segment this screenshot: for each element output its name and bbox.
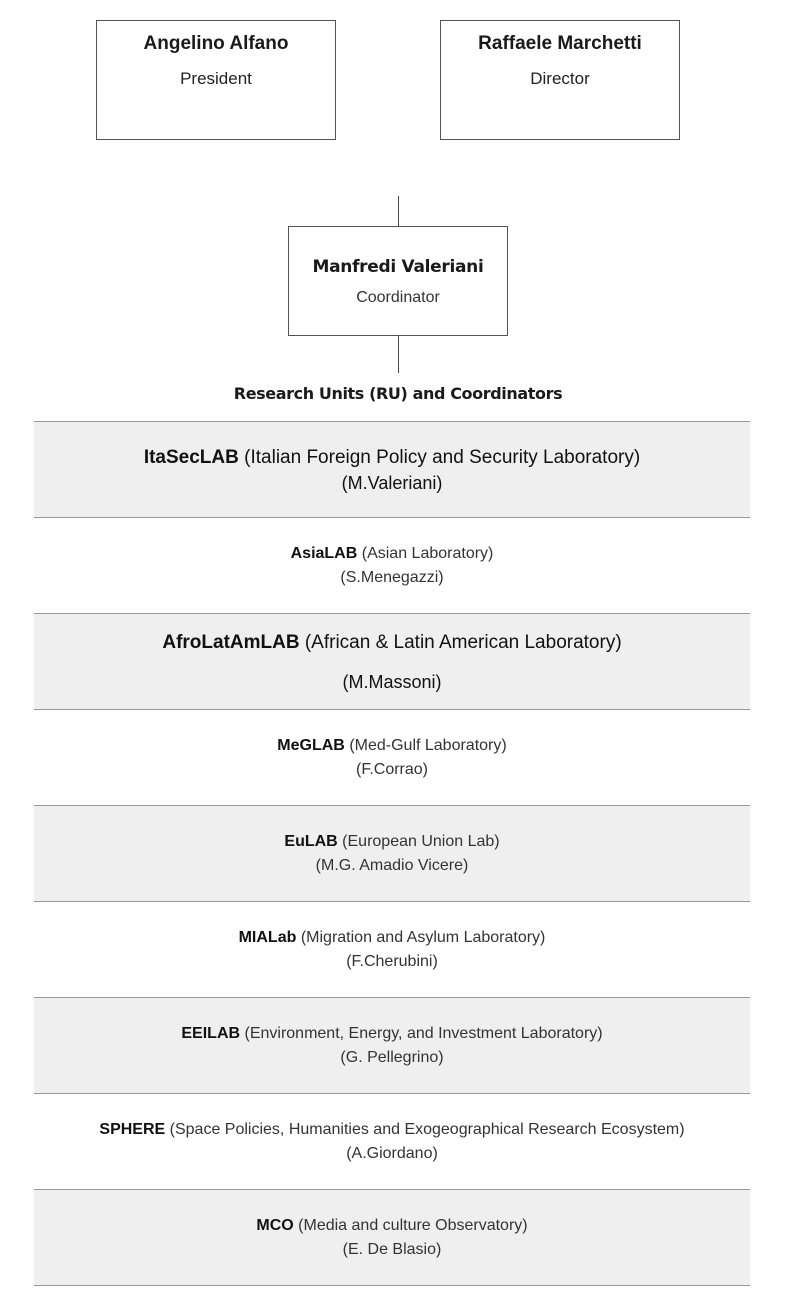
unit-abbr: MCO xyxy=(256,1216,294,1234)
unit-full-name: (Asian Laboratory) xyxy=(361,544,494,562)
director-role: Director xyxy=(530,69,590,88)
unit-afrolatamlab xyxy=(34,614,750,710)
unit-abbr: AfroLatAmLAB xyxy=(162,631,300,653)
unit-itaseclab xyxy=(34,422,750,518)
unit-abbr: SPHERE xyxy=(99,1120,166,1138)
unit-full-name: (African & Latin American Laboratory) xyxy=(304,631,622,653)
unit-mco xyxy=(34,1190,750,1286)
unit-lead: (G. Pellegrino) xyxy=(340,1048,444,1066)
unit-asialab xyxy=(34,518,750,614)
unit-lead: (F.Corrao) xyxy=(355,760,428,778)
coordinator-name: Manfredi Valeriani xyxy=(312,257,484,277)
unit-eeilab xyxy=(34,998,750,1094)
unit-meglab xyxy=(34,710,750,806)
unit-full-name: (Migration and Asylum Laboratory) xyxy=(300,928,546,946)
unit-abbr: ItaSecLAB xyxy=(143,446,239,468)
unit-lead: (M.G. Amadio Vicere) xyxy=(315,856,469,874)
unit-full-name: (Med-Gulf Laboratory) xyxy=(349,736,507,754)
unit-lead: (S.Menegazzi) xyxy=(340,568,444,586)
unit-lead: (M.Massoni) xyxy=(342,671,442,692)
unit-full-name: (Space Policies, Humanities and Exogeographical Research Ecosystem) xyxy=(169,1120,685,1138)
unit-abbr: MIALab xyxy=(238,928,297,946)
president-box xyxy=(96,20,336,140)
connector-line-top xyxy=(398,196,399,227)
director-box xyxy=(440,20,680,140)
unit-full-name: (Environment, Energy, and Investment Laboratory) xyxy=(244,1024,603,1042)
unit-eulab xyxy=(34,806,750,902)
coordinator-role: Coordinator xyxy=(356,289,440,306)
unit-lead: (M.Valeriani) xyxy=(341,472,443,493)
unit-abbr: EuLAB xyxy=(284,832,338,850)
president-role: President xyxy=(180,69,252,88)
unit-sphere xyxy=(34,1094,750,1190)
president-name: Angelino Alfano xyxy=(143,33,289,54)
units-heading: Research Units (RU) and Coordinators xyxy=(233,384,563,403)
unit-full-name: (Media and culture Observatory) xyxy=(298,1216,528,1234)
research-units-list xyxy=(34,421,750,1286)
unit-full-name: (European Union Lab) xyxy=(342,832,500,850)
connector-line-bottom xyxy=(398,335,399,373)
unit-lead: (F.Cherubini) xyxy=(346,952,438,970)
unit-lead: (E. De Blasio) xyxy=(342,1240,442,1258)
unit-full-name: (Italian Foreign Policy and Security Laboratory) xyxy=(244,446,641,468)
unit-abbr: EEILAB xyxy=(181,1024,241,1042)
unit-abbr: AsiaLAB xyxy=(290,544,358,562)
unit-lead: (A.Giordano) xyxy=(346,1144,438,1162)
director-name: Raffaele Marchetti xyxy=(478,33,642,54)
unit-mialab xyxy=(34,902,750,998)
coordinator-box xyxy=(288,226,508,336)
unit-abbr: MeGLAB xyxy=(277,736,345,754)
